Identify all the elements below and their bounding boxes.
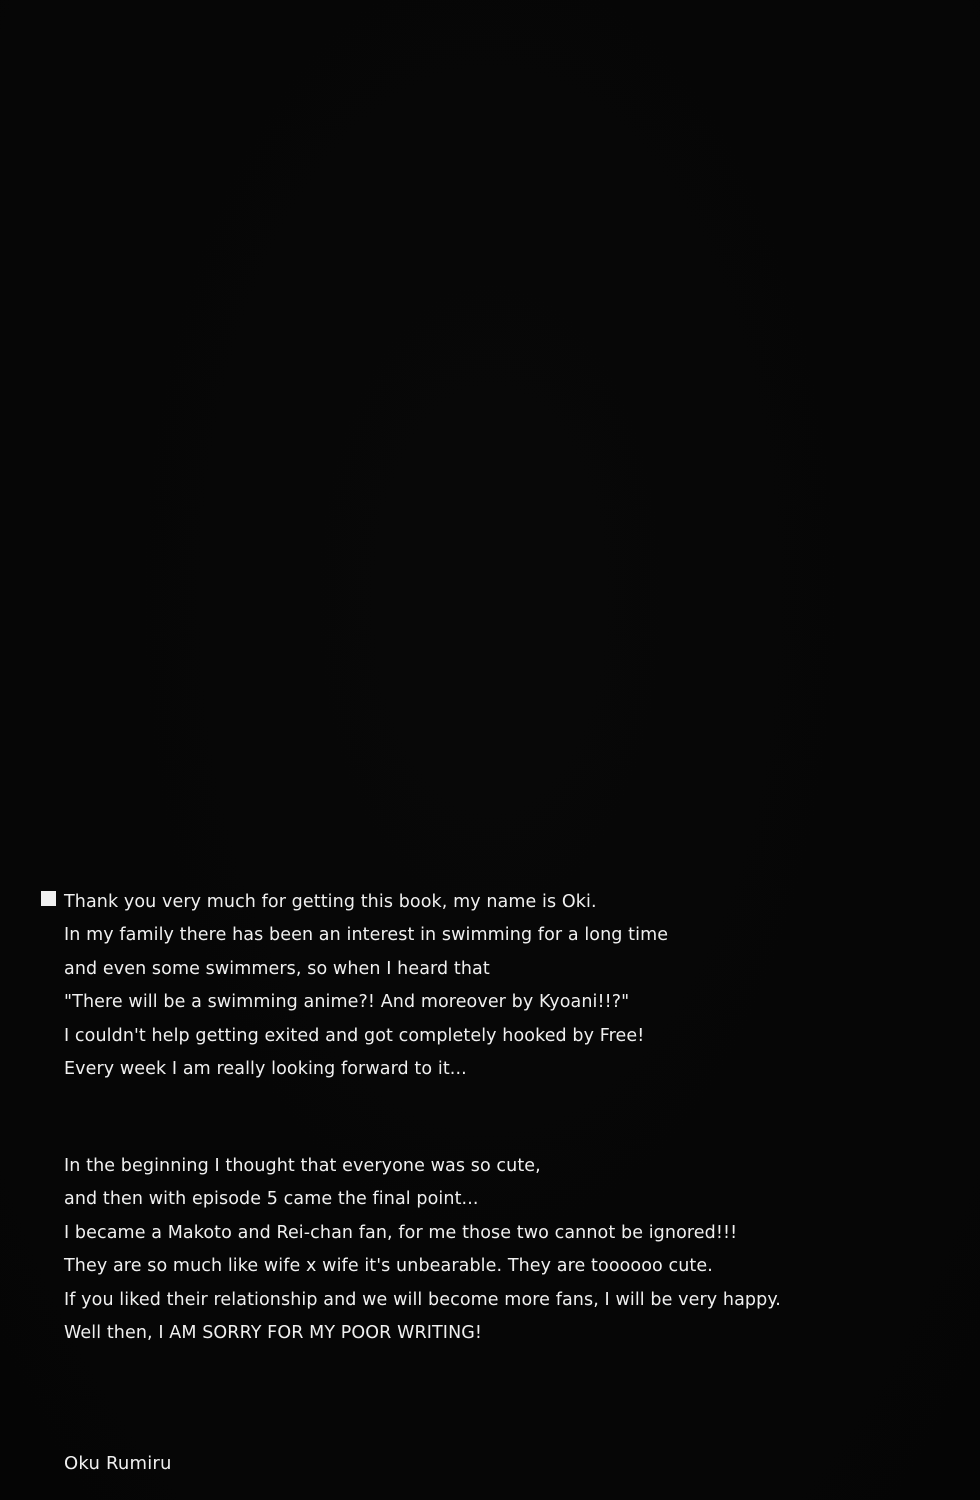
afterword-line <box>64 1053 668 1086</box>
afterword-text: Thank you very much for getting this book, my name is Oki. <box>64 892 597 912</box>
afterword-line <box>64 953 668 986</box>
afterword-paragraph-2 <box>64 1150 781 1350</box>
square-bullet-icon <box>41 891 56 906</box>
afterword-text: Well then, I AM SORRY FOR MY POOR WRITING! <box>64 1322 483 1343</box>
afterword-text: I couldn't help getting exited and got completely hooked by Free! <box>64 1025 645 1046</box>
afterword-text: and then with episode 5 came the final point... <box>64 1189 479 1210</box>
afterword-line <box>64 1150 781 1183</box>
afterword-text: They are so much like wife x wife it's unbearable. They are toooooo cute. <box>64 1256 713 1277</box>
afterword-paragraph-1 <box>64 886 668 1086</box>
afterword-text: In the beginning I thought that everyone was so cute, <box>64 1156 541 1176</box>
afterword-text: In my family there has been an interest in swimming for a long time <box>64 925 669 946</box>
afterword-text: If you liked their relationship and we will become more fans, I will be very happy. <box>64 1289 781 1310</box>
afterword-line <box>64 1183 781 1216</box>
afterword-text: and even some swimmers, so when I heard that <box>64 958 490 979</box>
afterword-text: "There will be a swimming anime?! And moreover by Kyoani!!?" <box>64 992 630 1013</box>
afterword-text: Every week I am really looking forward to it... <box>64 1058 467 1079</box>
afterword-line <box>64 1317 781 1350</box>
afterword-line <box>64 1284 781 1317</box>
afterword-line <box>64 1217 781 1250</box>
afterword-text: I became a Makoto and Rei-chan fan, for me those two cannot be ignored!!! <box>64 1222 738 1243</box>
afterword-line <box>64 1020 668 1053</box>
afterword-line <box>64 1250 781 1283</box>
afterword-line <box>64 986 668 1019</box>
afterword-line <box>64 919 668 952</box>
afterword-line <box>64 886 668 919</box>
author-signature: Oku Rumiru <box>64 1453 172 1474</box>
